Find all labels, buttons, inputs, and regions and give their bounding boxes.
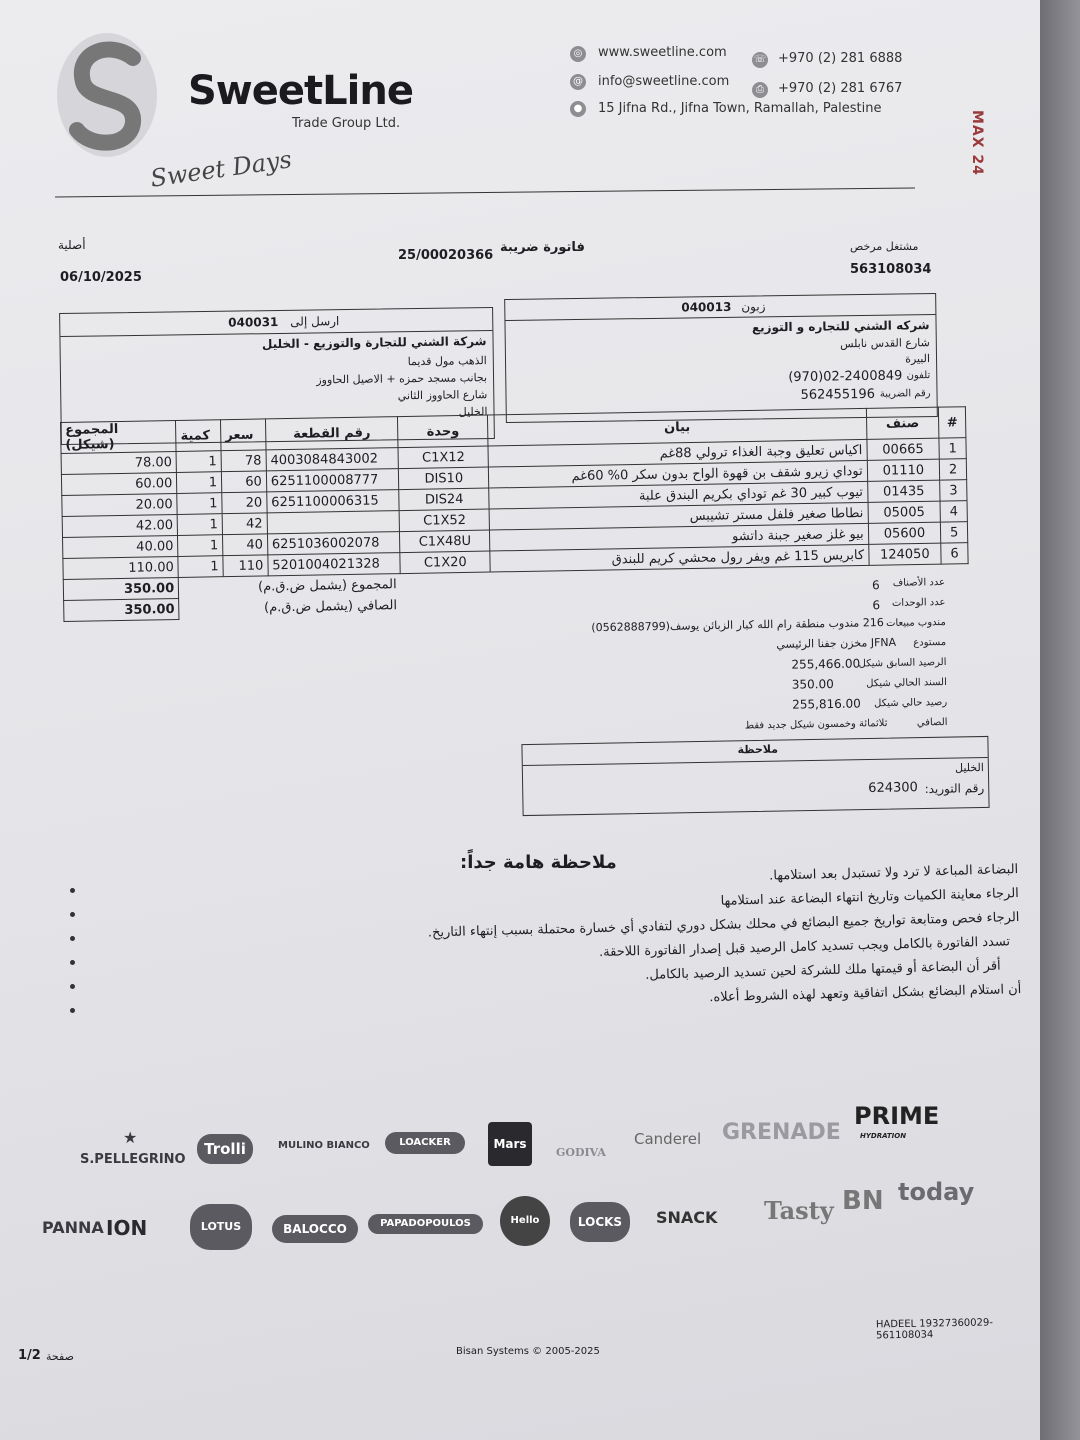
- note-city: الخليل: [954, 761, 985, 775]
- row-price: 40: [223, 534, 268, 556]
- fax-icon: ⎙: [752, 82, 768, 98]
- row-item-code: 05005: [868, 501, 941, 523]
- supply-label: رقم التوريد:: [924, 781, 985, 797]
- row-total: 40.00: [63, 535, 179, 558]
- warehouse-label: مستودع: [913, 636, 947, 649]
- brand-logo: GODIVA: [556, 1146, 606, 1159]
- customer-name: شركه الشني للتجاره و التوزيع: [751, 318, 930, 335]
- row-index: 1: [939, 438, 966, 459]
- company-address: 15 Jifna Rd., Jifna Town, Ramallah, Palestine: [598, 101, 882, 116]
- brand-logo: Tasty: [764, 1196, 834, 1225]
- location-pin-icon: ●: [570, 101, 586, 117]
- row-description: اكياس تعليق وجبة الغذاء ترولي 88غم: [488, 439, 867, 467]
- row-barcode: 4003084843002: [266, 448, 399, 471]
- row-qty: 1: [178, 535, 223, 557]
- company-subtitle: Trade Group Ltd.: [292, 116, 401, 131]
- brand-logo: LOACKER: [385, 1132, 465, 1154]
- row-description: كابريس 115 غم ويفر رول محشي كريم للبندق: [490, 544, 869, 572]
- customer-city: البيرة: [905, 352, 931, 366]
- row-barcode: 6251100006315: [267, 490, 400, 513]
- ship-to-line-4: شارع الحاووز الثاني: [397, 388, 488, 403]
- row-qty: 1: [178, 556, 223, 578]
- brand-logo: SNACK: [656, 1208, 718, 1227]
- row-qty: 1: [177, 472, 222, 494]
- brand-logo: PAPADOPOULOS: [368, 1214, 483, 1234]
- row-unit: C1X48U: [400, 530, 490, 553]
- invoice-title: فاتورة ضريبة: [500, 240, 585, 255]
- important-note-item: الرجاء فحص ومتابعة تواريخ جميع البضائع في محلك بشكل دوري لتفادي أي خسارة محتملة بسبب إنتهاء التاريخ.: [427, 910, 1020, 941]
- brand-logo: Canderel: [634, 1130, 702, 1148]
- net-label: الصافي (يشمل ض.ق.م): [263, 597, 398, 615]
- row-unit: DIS10: [399, 467, 489, 490]
- email-icon: @: [570, 74, 586, 90]
- invoice-number: 25/00020366: [398, 248, 494, 263]
- background-surface: [1040, 0, 1080, 1440]
- row-price: 20: [222, 492, 267, 514]
- footer-page: 1/2: [18, 1348, 41, 1363]
- row-index: 4: [940, 501, 967, 522]
- row-item-code: 05600: [868, 522, 941, 544]
- row-price: 110: [223, 555, 268, 577]
- important-note-item: البضاعة المباعة لا ترد ولا تستبدل بعد استلامها.: [769, 862, 1019, 884]
- footer-code: HADEEL 19327360029-561108034: [875, 1317, 994, 1342]
- warehouse-value: JFNA مخزن جفنا الرئيسي: [776, 635, 897, 651]
- row-item-code: 00665: [867, 438, 940, 460]
- prev-balance: 255,466.00: [791, 656, 861, 672]
- note-box: [521, 736, 989, 816]
- important-note-title: ملاحظة هامة جداً:: [460, 852, 617, 873]
- customer-code: 040013: [681, 299, 732, 315]
- row-unit: DIS24: [399, 488, 489, 511]
- row-index: 5: [941, 522, 968, 543]
- row-description: نطاطا صغير فلفل مستر تشيبس: [489, 502, 868, 530]
- brand-logo: S.PELLEGRINO: [80, 1152, 186, 1167]
- row-price: 60: [221, 471, 266, 493]
- current-balance-label: رصيد حالي شيكل: [874, 696, 948, 710]
- col-header-item: صنف: [866, 407, 939, 439]
- company-website: www.sweetline.com: [598, 45, 727, 60]
- row-total: 110.00: [63, 556, 179, 579]
- col-header-unit: وحدة: [398, 415, 489, 448]
- ship-to-code: 040031: [228, 314, 279, 330]
- brand-logo: ION: [106, 1216, 148, 1240]
- net-words: ثلاثمائة وخمسون شيكل جديد فقط: [744, 718, 888, 732]
- items-count: 6: [871, 578, 880, 593]
- invoice-type-label: أصلية: [58, 238, 86, 252]
- footer-page-label: صفحة: [46, 1350, 74, 1363]
- brand-logo: PRIME: [854, 1102, 940, 1130]
- row-barcode: 6251036002078: [267, 532, 400, 555]
- row-total: 60.00: [61, 472, 177, 495]
- licensed-label: مشتغل مرخص: [850, 240, 919, 253]
- current-doc-label: السند الحالي شيكل: [866, 676, 947, 690]
- col-header-desc: بيان: [488, 408, 867, 446]
- units-count-label: عدد الوحدات: [891, 596, 946, 609]
- company-slogan: Sweet Days: [148, 145, 294, 193]
- company-fax: +970 (2) 281 6767: [778, 81, 903, 96]
- row-qty: 1: [176, 451, 221, 473]
- important-note-item: الرجاء معاينة الكميات وتاريخ انتهاء البضاعة عند استلامها: [720, 886, 1020, 909]
- brand-logo: LOCKS: [570, 1202, 630, 1242]
- brand-logo: BALOCCO: [272, 1215, 358, 1243]
- brand-logo: PANNA: [42, 1218, 104, 1237]
- ship-to-line-5: الخليل: [458, 405, 488, 419]
- items-count-label: عدد الأصناف: [892, 576, 946, 589]
- company-phone: +970 (2) 281 6888: [778, 51, 903, 66]
- row-description: بيو غلز صغير جبنة داتشو: [490, 523, 869, 551]
- sweetline-logo-icon: [55, 30, 160, 160]
- customer-tax-number: 562455196: [800, 386, 876, 403]
- prev-balance-label: الرصيد السابق شيكل: [858, 656, 947, 670]
- important-note-item: تسدد الفاتورة بالكامل ويجب تسديد كامل الرصيد قبل إصدار الفاتورة اللاحقة.: [598, 934, 1011, 961]
- important-note-item: أقر أن البضاعة أو قيمتها ملك للشركة لحين تسديد الرصيد بالكامل.: [645, 958, 1001, 983]
- brand-logo: today: [898, 1178, 975, 1206]
- customer-box: [504, 293, 938, 423]
- globe-icon: ◎: [570, 46, 586, 62]
- line-items-table: [60, 406, 969, 622]
- row-barcode: [267, 511, 400, 534]
- col-header-total: المجموع (شيكل): [61, 420, 177, 453]
- row-barcode: 6251100008777: [266, 469, 399, 492]
- row-index: 2: [939, 459, 966, 480]
- customer-label: زبون: [741, 299, 766, 314]
- edge-stamp: MAX 24: [969, 110, 985, 176]
- net-value: 350.00: [64, 598, 180, 621]
- ship-to-line-1: شركة الشني للتجارة والتوزيع - الخليل: [261, 334, 487, 352]
- star-icon: ★: [123, 1128, 138, 1147]
- header-divider: [55, 187, 915, 197]
- row-index: 3: [940, 480, 967, 501]
- sum-value: 350.00: [63, 577, 179, 600]
- row-qty: 1: [177, 493, 222, 515]
- row-total: 78.00: [61, 451, 177, 474]
- ship-to-label: ارسل إلى: [290, 314, 340, 329]
- col-header-barcode: رقم القطعة: [265, 417, 398, 450]
- row-description: تيوب كبير 30 غم توداي بكريم البندق علبة: [489, 481, 868, 509]
- customer-phone: (970)02-2400849: [788, 368, 903, 386]
- net-words-label: الصافي: [916, 716, 948, 729]
- row-barcode: 5201004021328: [268, 553, 401, 576]
- units-count: 6: [872, 598, 881, 613]
- row-total: 42.00: [62, 514, 178, 537]
- ship-to-line-3: بجانب مسجد حمزه + الاصيل الحاووز: [316, 371, 488, 387]
- col-header-idx: #: [939, 407, 966, 438]
- brand-logo: Hello: [500, 1196, 550, 1246]
- brand-logo: GRENADE: [722, 1120, 841, 1145]
- row-item-code: 124050: [868, 543, 941, 565]
- row-unit: C1X12: [398, 446, 488, 469]
- licensed-number: 563108034: [850, 262, 932, 277]
- bullet-dots: [70, 888, 75, 1032]
- row-item-code: 01110: [867, 459, 940, 481]
- note-title: ملاحظة: [737, 742, 779, 757]
- sales-rep-value: 216 مندوب منطقة رام الله كبار الزبائن يوسف(0562888799): [591, 616, 884, 635]
- current-doc: 350.00: [791, 676, 834, 692]
- current-balance: 255,816.00: [792, 696, 862, 712]
- row-unit: C1X52: [399, 509, 489, 532]
- brand-logo: Trolli: [197, 1134, 253, 1164]
- company-name: SweetLine: [188, 68, 413, 114]
- customer-tax-label: رقم الضريبة: [879, 388, 931, 400]
- sales-rep-label: مندوب مبيعات: [885, 616, 946, 630]
- footer-system: Bisan Systems © 2005-2025: [456, 1346, 600, 1357]
- row-description: توداي زيرو شقف بن قهوة الواح بدون سكر 0% 60غم: [489, 460, 868, 488]
- important-notes-list: [258, 862, 1022, 1026]
- row-price: 42: [222, 513, 267, 535]
- invoice-date: 06/10/2025: [60, 270, 142, 285]
- row-qty: 1: [177, 514, 222, 536]
- brand-logo: Mars: [488, 1122, 532, 1166]
- row-total: 20.00: [62, 493, 178, 516]
- sum-label: المجموع (يشمل ض.ق.م): [257, 576, 397, 595]
- row-index: 6: [941, 543, 968, 564]
- row-price: 78: [221, 450, 266, 472]
- customer-phone-label: تلفون: [906, 370, 931, 382]
- brand-prime-sub: HYDRATION: [860, 1132, 907, 1140]
- brand-logo: MULINO BIANCO: [278, 1140, 370, 1151]
- important-note-item: أن استلام البضائع بشكل اتفاقية وتعهد لهذه الشروط أعلاه.: [709, 982, 1022, 1006]
- phone-icon: ☏: [752, 52, 768, 68]
- ship-to-line-2: الذهب مول قديما: [407, 354, 487, 369]
- col-header-qty: كمية: [176, 420, 221, 452]
- supply-number: 624300: [868, 780, 918, 797]
- company-email: info@sweetline.com: [598, 74, 730, 89]
- row-unit: C1X20: [400, 551, 490, 574]
- col-header-price: سعر: [221, 419, 266, 451]
- row-item-code: 01435: [867, 480, 940, 502]
- customer-street: شارع القدس نابلس: [839, 336, 930, 351]
- brand-logo: BN: [842, 1186, 884, 1216]
- brand-logo: LOTUS: [190, 1204, 252, 1250]
